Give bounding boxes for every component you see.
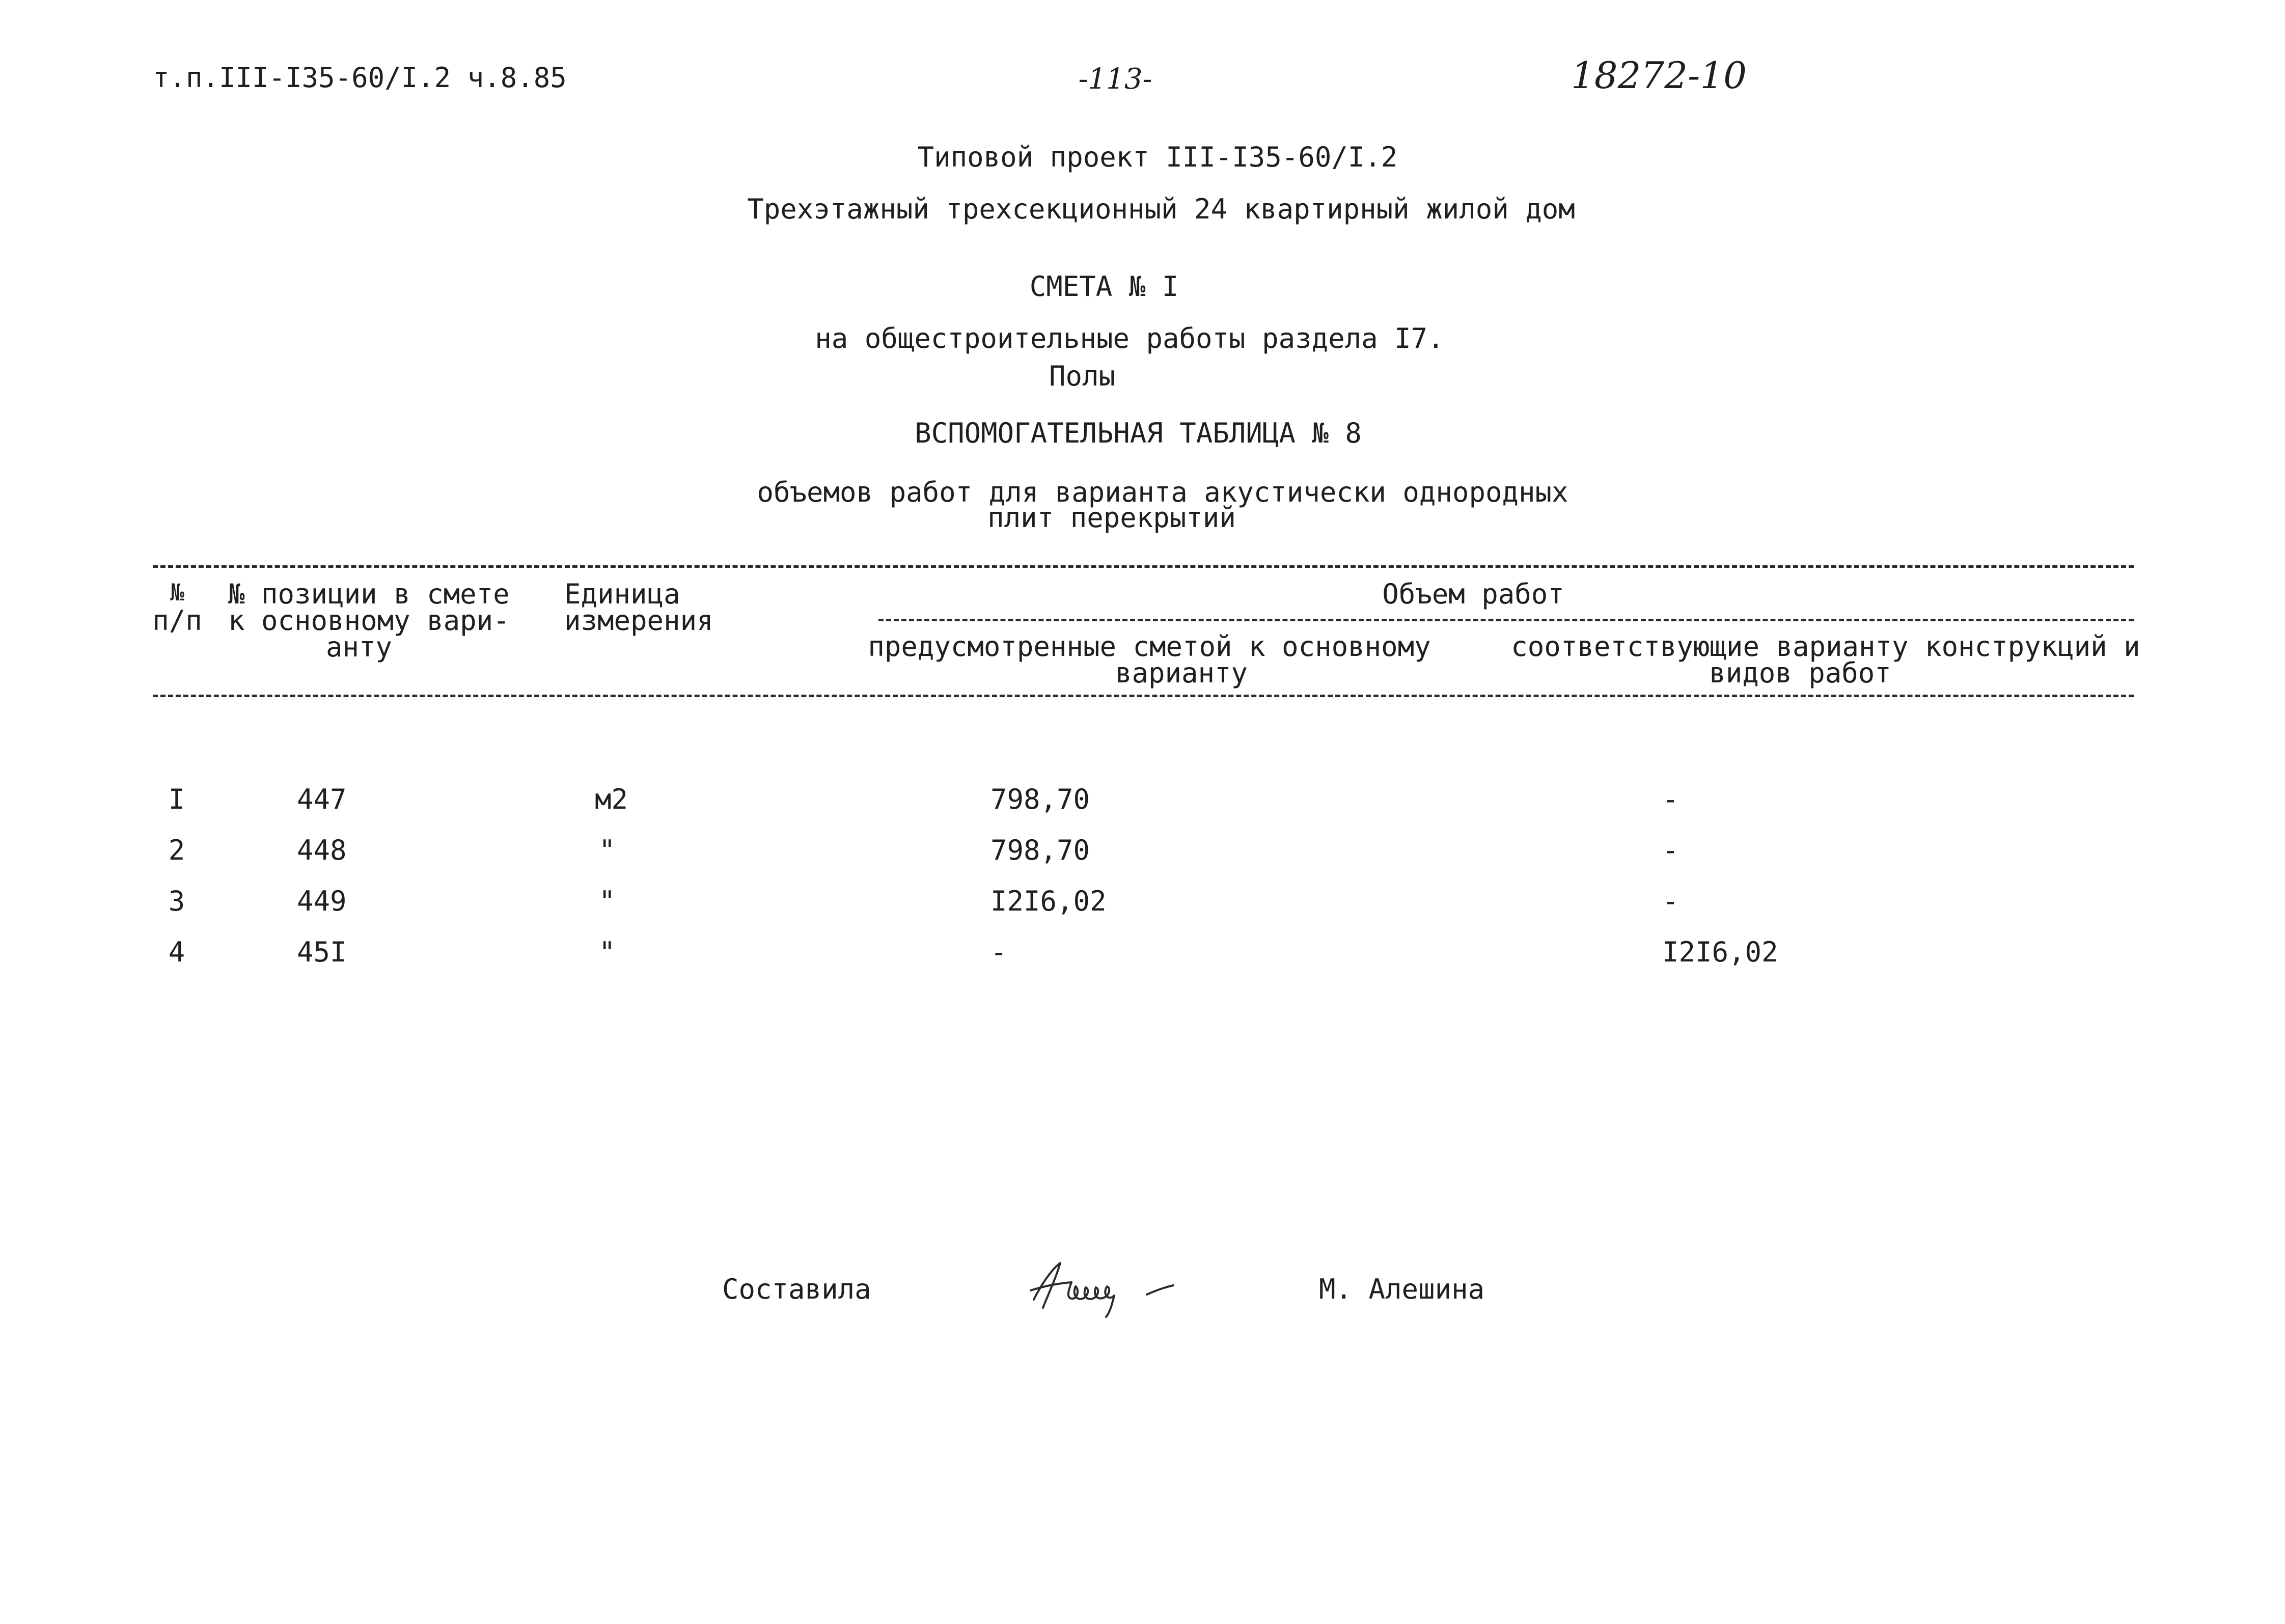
header-unit-line2: измерения — [564, 604, 713, 637]
header-volume-group: Объем работ — [1382, 578, 1564, 610]
header-num: № — [170, 579, 184, 606]
header-position: № позиции в смете — [228, 578, 510, 610]
row-variant-volume: - — [1662, 783, 1679, 815]
archive-number: 18272-10 — [1571, 54, 1747, 97]
compiler-name: М. Алешина — [1319, 1273, 1485, 1305]
table-title: ВСПОМОГАТЕЛЬНАЯ ТАБЛИЦА № 8 — [915, 417, 1362, 449]
row-unit: " — [599, 834, 616, 866]
compiled-by-label: Составила — [722, 1273, 871, 1305]
header-variant-volume-line2: видов работ — [1709, 657, 1891, 689]
row-variant-volume: - — [1662, 834, 1679, 866]
row-unit: " — [599, 885, 616, 917]
row-variant-volume: I2I6,02 — [1662, 936, 1778, 968]
volume-group-rule — [878, 619, 2134, 621]
table-top-rule — [153, 565, 2134, 568]
section-name: Полы — [1049, 360, 1116, 392]
header-base-volume: предусмотренные сметой к основному — [868, 630, 1431, 663]
table-subtitle: объемов работ для варианта акустически однородных — [757, 476, 1568, 508]
row-base-volume: 798,70 — [990, 834, 1090, 866]
project-title: Типовой проект III-I35-60/I.2 — [917, 141, 1398, 173]
row-number: 4 — [168, 936, 185, 968]
row-number: 2 — [168, 834, 185, 866]
header-bottom-rule — [153, 695, 2134, 697]
row-base-volume: 798,70 — [990, 783, 1090, 815]
row-number: I — [168, 783, 185, 815]
page-number: -113- — [1078, 63, 1152, 96]
building-title: Трехэтажный трехсекционный 24 квартирный жилой дом — [747, 193, 1575, 225]
document-code: т.п.III-I35-60/I.2 ч.8.85 — [153, 62, 567, 94]
header-variant-volume: соответствующие варианту конструкций и — [1511, 630, 2140, 663]
table-subtitle-continued: плит перекрытий — [987, 502, 1236, 534]
estimate-title: СМЕТА № I — [1029, 270, 1179, 302]
header-base-volume-line2: варианту — [1115, 657, 1248, 689]
row-position: 45I — [297, 936, 347, 968]
row-variant-volume: - — [1662, 885, 1679, 917]
estimate-subject: на общестроительные работы раздела I7. — [815, 322, 1444, 354]
row-unit: " — [599, 936, 616, 968]
row-base-volume: - — [990, 936, 1007, 968]
row-position: 448 — [297, 834, 347, 866]
header-num-sub: п/п — [152, 604, 202, 637]
header-position-line3: анту — [325, 631, 393, 663]
handwritten-signature — [1023, 1253, 1191, 1319]
row-unit: м2 — [595, 783, 628, 815]
row-position: 449 — [297, 885, 347, 917]
row-base-volume: I2I6,02 — [990, 885, 1107, 917]
row-number: 3 — [168, 885, 185, 917]
row-position: 447 — [297, 783, 347, 815]
header-position-line2: к основному вари- — [228, 604, 510, 637]
header-unit: Единица — [564, 578, 680, 610]
